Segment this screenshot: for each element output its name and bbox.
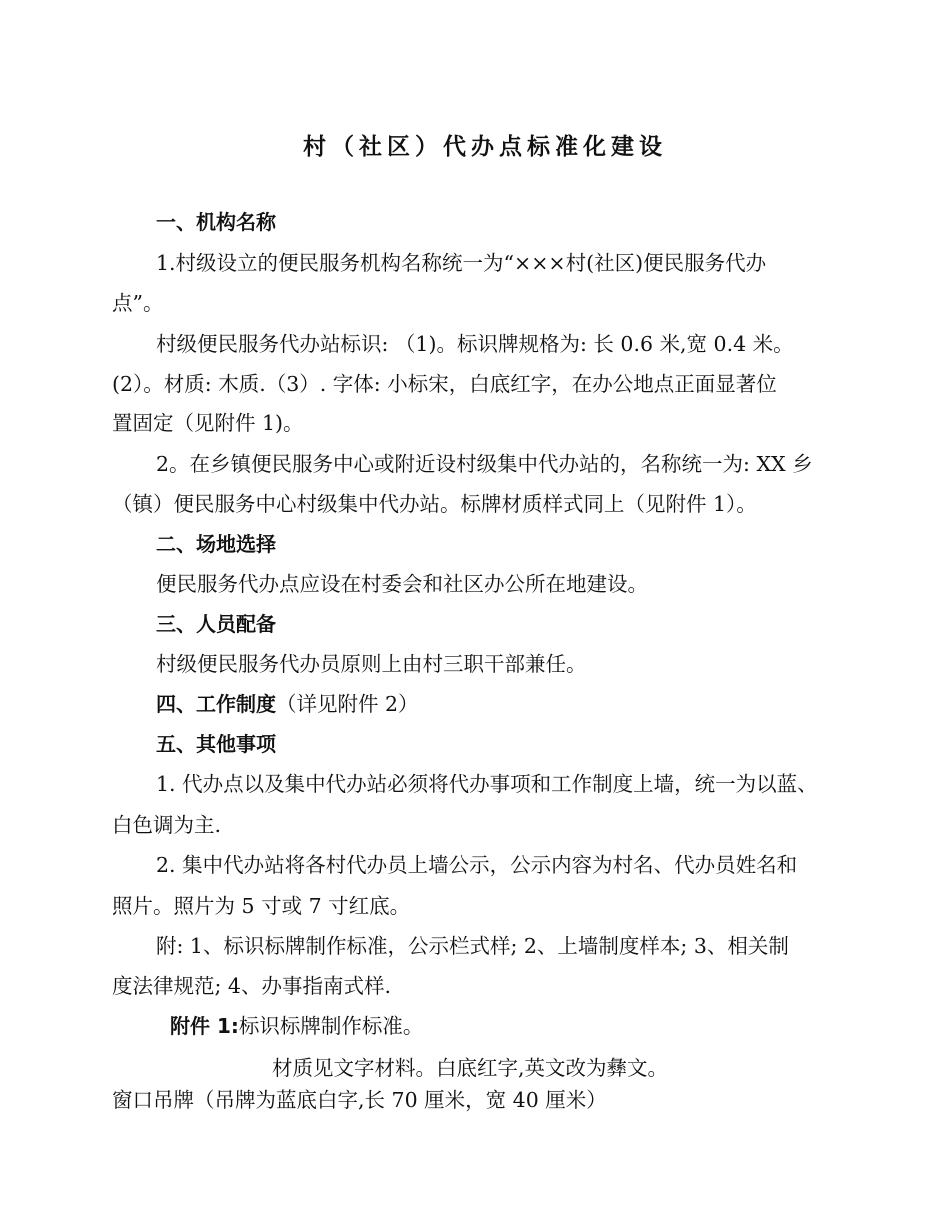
document-title: 村（社区）代办点标准化建设 [303, 134, 667, 160]
appendix-1-row [170, 1016, 423, 1037]
paragraph-line: （镇）便民服务中心村级集中代办站。标牌材质样式同上（见附件 1）。 [112, 492, 757, 516]
paragraph-line: 点”。 [112, 291, 164, 315]
appendix-1-title: 标识标牌制作标准。 [238, 1014, 424, 1038]
paragraph-line: 附: 1、标识标牌制作标准，公示栏式样; 2、上墙制度样本; 3、相关制 [156, 934, 789, 958]
paragraph-line: 2。在乡镇便民服务中心或附近设村级集中代办站的，名称统一为: XX 乡 [156, 452, 813, 476]
paragraph-line: 1. 代办点以及集中代办站必须将代办事项和工作制度上墙，统一为以蓝、 [156, 772, 818, 796]
appendix-material-line: 材质见文字材料。白底红字,英文改为彝文。 [272, 1056, 669, 1080]
paragraph-line: 置固定（见附件 1)。 [112, 411, 304, 435]
paragraph-line: 村级便民服务代办员原则上由村三职干部兼任。 [156, 652, 587, 676]
paragraph-line: 便民服务代办点应设在村委会和社区办公所在地建设。 [156, 572, 648, 596]
section-heading-3: 三、人员配备 [156, 612, 276, 636]
paragraph-line: 村级便民服务代办站标识: （1)。标识牌规格为: 长 0.6 米,宽 0.4 米。 [156, 332, 794, 356]
section-4-note: （详见附件 2） [276, 692, 419, 716]
appendix-1-label: 附件 1: [170, 1014, 239, 1038]
section-heading-4-row [156, 694, 419, 715]
paragraph-line: 度法律规范; 4、办事指南式样. [112, 974, 391, 998]
paragraph-line: 白色调为主. [112, 813, 222, 837]
window-sign-line: 窗口吊牌（吊牌为蓝底白字,长 70 厘米，宽 40 厘米） [112, 1088, 607, 1112]
paragraph-line: 1.村级设立的便民服务机构名称统一为“×××村(社区)便民服务代办 [156, 251, 767, 275]
section-heading-1: 一、机构名称 [156, 210, 276, 234]
paragraph-line: 照片。照片为 5 寸或 7 寸红底。 [112, 894, 411, 918]
section-heading-2: 二、场地选择 [156, 532, 276, 556]
section-heading-4: 四、工作制度 [156, 692, 276, 716]
section-heading-5: 五、其他事项 [156, 732, 276, 756]
paragraph-line: 2. 集中代办站将各村代办员上墙公示，公示内容为村名、代办员姓名和 [156, 853, 798, 877]
paragraph-line: (2）。材质: 木质.（3）. 字体: 小标宋，白底红字，在办公地点正面显著位 [112, 372, 777, 396]
